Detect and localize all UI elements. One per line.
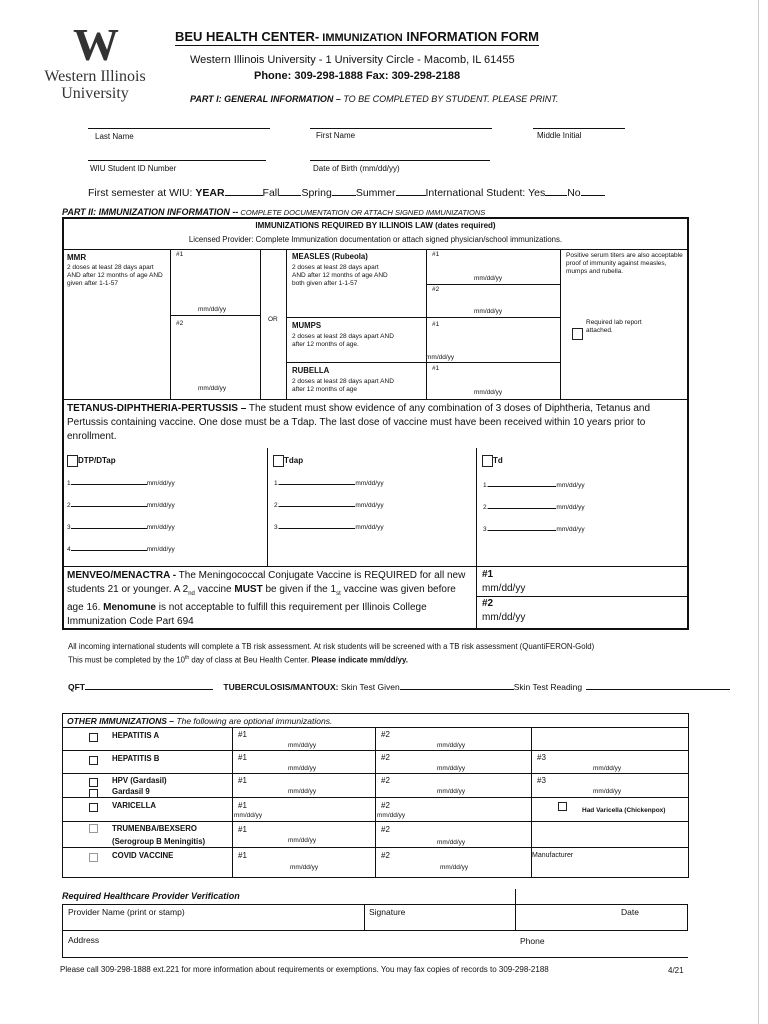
dtp-date: mm/dd/yy: [146, 546, 175, 553]
trumenba-dose1-date[interactable]: mm/dd/yy: [288, 837, 317, 844]
td-line[interactable]: [488, 508, 556, 509]
summer-label: Summer: [355, 187, 396, 199]
spring-field[interactable]: [332, 195, 356, 196]
dtp-num: 3: [67, 524, 71, 531]
page-right-edge: [758, 0, 759, 1024]
tdap-date: mm/dd/yy: [355, 480, 384, 487]
spring-label: Spring: [301, 187, 332, 199]
menveo-text: [67, 569, 472, 628]
optional-header-rest: The following are optional immunizations.: [174, 716, 333, 726]
mmr-date-divider: [426, 249, 427, 399]
mmr-dose2-date[interactable]: mm/dd/yy: [198, 385, 227, 392]
rubella-dose1-label: #1: [432, 365, 440, 372]
dtp-label: DTP/DTap: [78, 456, 116, 466]
mmr-dose1-date[interactable]: mm/dd/yy: [198, 306, 227, 313]
intl-yes-field[interactable]: [545, 195, 567, 196]
gardasil9-label: Gardasil 9: [112, 787, 150, 796]
varicella-checkbox[interactable]: [89, 803, 98, 812]
dtp-num: 4: [67, 546, 71, 553]
mmr-col-divider: [170, 249, 171, 399]
tdap-line[interactable]: [279, 484, 355, 485]
dtp-num: 1: [67, 480, 71, 487]
provider-address-label[interactable]: Address: [68, 935, 100, 945]
provider-name-label[interactable]: Provider Name (print or stamp): [68, 907, 185, 917]
tdap-line[interactable]: [279, 528, 355, 529]
tdap-label: Tdap: [284, 456, 304, 466]
mmr-desc: 2 doses at least 28 days apart AND after 12 months of age AND given after 1-1-57: [67, 264, 163, 287]
student-id-label: WIU Student ID Number: [90, 164, 177, 173]
menveo-l2c: be given if the 1: [262, 583, 337, 595]
trumenba-checkbox[interactable]: [89, 824, 98, 833]
menveo-mid-line: [476, 596, 689, 597]
part2-heading: [62, 207, 485, 217]
mumps-desc: 2 doses at least 28 days apart AND after 12 months of age.: [292, 333, 394, 348]
dtp-date: mm/dd/yy: [146, 480, 175, 487]
university-logo: [30, 19, 160, 106]
hepb-dose1-label: #1: [238, 753, 247, 762]
hepa-checkbox[interactable]: [89, 733, 98, 742]
skin-given-field[interactable]: [400, 689, 514, 690]
trumenba-label: TRUMENBA/BEXSERO: [112, 824, 197, 833]
hepb-dose2-date[interactable]: mm/dd/yy: [437, 765, 466, 772]
or-label: OR: [268, 316, 278, 323]
provider-top-tick: [515, 889, 516, 904]
td-num: 1.: [483, 482, 489, 489]
opt-col-line: [375, 727, 376, 878]
summer-field[interactable]: [396, 195, 426, 196]
title-part-c: INFORMATION FORM: [402, 29, 539, 44]
menveo-l4: Immunization Code Part 694: [67, 615, 194, 627]
varicella-label: VARICELLA: [112, 801, 157, 810]
skin-reading-label: Skin Test Reading: [513, 682, 583, 692]
hpv-checkbox[interactable]: [89, 778, 98, 787]
provider-bottom-line: [62, 957, 688, 958]
measles-dose2-date[interactable]: mm/dd/yy: [474, 308, 503, 315]
hpv-dose2-label: #2: [381, 776, 390, 785]
part1-bold: PART I: GENERAL INFORMATION –: [190, 94, 341, 104]
measles-desc: 2 doses at least 28 days apart AND after 12 months of age AND both given after 1-1-57: [292, 264, 388, 287]
first-semester-row: [88, 187, 605, 199]
fall-field[interactable]: [279, 195, 301, 196]
hepb-checkbox[interactable]: [89, 756, 98, 765]
part2-rest: COMPLETE DOCUMENTATION OR ATTACH SIGNED IMMUNIZATIONS: [238, 208, 486, 217]
menveo-l2b: vaccine: [194, 583, 235, 595]
hpv-dose2-date[interactable]: mm/dd/yy: [437, 788, 466, 795]
tdap-row-1[interactable]: [274, 480, 384, 488]
logo-name-line1: Western Illinois: [44, 68, 146, 85]
covid-dose1-date[interactable]: mm/dd/yy: [290, 864, 319, 871]
hepa-dose2-date[interactable]: mm/dd/yy: [437, 742, 466, 749]
hepa-dose1-label: #1: [238, 730, 247, 739]
measles-dose1-date[interactable]: mm/dd/yy: [474, 275, 503, 282]
trumenba-dose2-label: #2: [381, 825, 390, 834]
td-checkbox[interactable]: [482, 455, 493, 467]
tb-line2-bold: Please indicate mm/dd/yy.: [311, 655, 408, 665]
covid-checkbox[interactable]: [89, 853, 98, 862]
menveo-dose1-date[interactable]: mm/dd/yy: [482, 583, 526, 594]
intl-no-field[interactable]: [581, 195, 605, 196]
hepb-dose2-label: #2: [381, 753, 390, 762]
trumenba-dose2-date[interactable]: mm/dd/yy: [437, 839, 466, 846]
phone-fax: Phone: 309-298-1888 Fax: 309-298-2188: [254, 70, 461, 82]
tdp-rest: The student must show evidence of any combination of 3 doses of Diphtheria, Tetanus and Pertussis containing vaccine. One dose must be a Tdap. The last dose of vaccine must have been received within 10 years prior to enrollment.: [67, 403, 651, 442]
menveo-bold: MENVEO/MENACTRA -: [67, 570, 177, 581]
mmr-mid-line: [170, 315, 260, 316]
year-label: YEAR: [195, 187, 225, 199]
fall-label: Fall: [262, 187, 280, 199]
mmr-bottom-line: [62, 399, 689, 400]
tb-line1: All incoming international students will complete a TB risk assessment. At risk students will be screened with a TB risk assessment (QuantiFERON-Gold): [68, 642, 595, 651]
part2-bold: PART II: IMMUNIZATION INFORMATION --: [62, 207, 239, 217]
dtp-num: 2: [67, 502, 71, 509]
dtp-date: mm/dd/yy: [146, 502, 175, 509]
td-line[interactable]: [488, 530, 556, 531]
provider-left-edge: [62, 931, 63, 957]
part1-heading: [190, 94, 558, 104]
tb-line2a: This must be completed by the 10: [68, 655, 186, 665]
hpv-label: HPV (Gardasil): [112, 776, 167, 785]
dob-line[interactable]: [310, 160, 490, 161]
hpv-dose1-label: #1: [238, 776, 247, 785]
menveo-must: MUST: [234, 583, 263, 595]
optional-header-bold: OTHER IMMUNIZATIONS –: [67, 716, 175, 726]
dtp-line[interactable]: [71, 528, 147, 529]
provider-phone-label[interactable]: Phone: [520, 936, 545, 946]
first-sem-label: First semester at WIU:: [88, 187, 193, 199]
dtp-row-3[interactable]: [67, 524, 175, 532]
dtp-date: mm/dd/yy: [146, 524, 175, 531]
provider-col-1: [364, 904, 365, 931]
td-num: 3.: [483, 526, 489, 533]
tb-line2b: day of class at Beu Health Center.: [189, 655, 312, 665]
hpv-dose3-date[interactable]: mm/dd/yy: [593, 788, 622, 795]
menveo-l3a: age 16.: [67, 602, 104, 613]
mmr-title: MMR: [67, 253, 87, 262]
menveo-menomune: Menomune: [103, 602, 156, 613]
tb-sup: th: [185, 655, 190, 661]
varicella-dose2-label: #2: [381, 801, 390, 810]
dtp-line[interactable]: [71, 550, 147, 551]
trumenba-dose1-label: #1: [238, 825, 247, 834]
title-part-a: BEU HEALTH CENTER-: [175, 29, 320, 44]
form-title: [175, 29, 539, 46]
mumps-title: MUMPS: [292, 321, 322, 330]
student-id-line[interactable]: [88, 160, 266, 161]
or-right-divider: [286, 249, 287, 399]
dtp-row-4[interactable]: [67, 546, 175, 554]
measles-dose1-label: #1: [432, 251, 440, 258]
tdap-num: 1.: [274, 480, 280, 487]
gardasil9-checkbox[interactable]: [89, 789, 98, 798]
dob-label: Date of Birth (mm/dd/yy): [313, 164, 400, 173]
dtp-line[interactable]: [71, 484, 147, 485]
tb-line2: [68, 655, 408, 665]
optional-header: [67, 716, 332, 726]
hpv-dose3-label: #3: [537, 776, 546, 785]
qft-label: QFT: [68, 682, 85, 692]
tdap-row-2[interactable]: [274, 502, 384, 510]
hpv-dose1-date[interactable]: mm/dd/yy: [288, 788, 317, 795]
revision-date: 4/21: [668, 966, 684, 975]
titer-divider: [560, 249, 561, 399]
last-name-line[interactable]: [88, 128, 270, 129]
measles-title: MEASLES (Rubeola): [292, 252, 368, 261]
varicella-dose2-date[interactable]: mm/dd/yy: [377, 812, 406, 819]
covid-dose1-label: #1: [238, 851, 247, 860]
td-row-1[interactable]: [483, 482, 585, 490]
dtp-line[interactable]: [71, 506, 147, 507]
mumps-dose1-date[interactable]: mm/dd/yy: [426, 354, 455, 361]
td-date: mm/dd/yy: [556, 526, 585, 533]
provider-signature-label[interactable]: Signature: [369, 907, 406, 917]
td-num: 2.: [483, 504, 489, 511]
provider-heading: Required Healthcare Provider Verification: [62, 891, 240, 901]
had-varicella-label: Had Varicella (Chickenpox): [582, 807, 666, 814]
licensed-provider-note: Licensed Provider: Complete Immunization documentation or attach signed physician/school immunizations.: [188, 235, 563, 244]
year-field[interactable]: [225, 195, 263, 196]
td-row-2[interactable]: [483, 504, 585, 512]
hepb-dose3-date[interactable]: mm/dd/yy: [593, 765, 622, 772]
hepa-dose2-label: #2: [381, 730, 390, 739]
skin-given-label: Skin Test Given: [338, 682, 400, 692]
no-label: No: [567, 187, 581, 199]
qft-field[interactable]: [85, 689, 213, 690]
td-date: mm/dd/yy: [556, 504, 585, 511]
menveo-l3b: is not acceptable to fulfill this requirement per Illinois College: [155, 602, 427, 613]
menveo-dose2-date[interactable]: mm/dd/yy: [482, 612, 526, 623]
intl-label: International Student: Yes: [425, 187, 546, 199]
tdp-col1-divider: [267, 448, 268, 566]
menveo-dose2-label: #2: [482, 598, 494, 609]
tdap-checkbox[interactable]: [273, 455, 284, 467]
last-name-label: Last Name: [95, 132, 134, 141]
covid-manufacturer-label: Manufacturer: [532, 852, 574, 859]
varicella-dose1-date[interactable]: mm/dd/yy: [234, 812, 263, 819]
menveo-divider: [476, 566, 477, 630]
menveo-l2d: vaccine was given before: [340, 583, 456, 595]
hepb-dose1-date[interactable]: mm/dd/yy: [288, 765, 317, 772]
tdp-bottom-line: [62, 566, 689, 567]
tdp-col2-divider: [476, 448, 477, 566]
title-part-b: IMMUNIZATION: [319, 32, 403, 44]
opt-col-line: [232, 727, 233, 878]
logo-name-line2: University: [61, 85, 129, 102]
rubella-title: RUBELLA: [292, 366, 330, 375]
provider-col-2: [515, 904, 516, 931]
menveo-sub-nd: nd: [188, 590, 195, 597]
hepa-label: HEPATITIS A: [112, 731, 160, 740]
td-line[interactable]: [488, 486, 556, 487]
lab-report-label: Required lab report attached.: [586, 319, 642, 334]
tdp-bold: TETANUS-DIPHTHERIA-PERTUSSIS –: [67, 403, 247, 414]
varicella-dose1-label: #1: [238, 801, 247, 810]
tdap-date: mm/dd/yy: [355, 524, 384, 531]
mumps-dose1-label: #1: [432, 321, 440, 328]
td-option[interactable]: [482, 455, 503, 467]
covid-label: COVID VACCINE: [112, 851, 174, 860]
td-date: mm/dd/yy: [556, 482, 585, 489]
menveo-sub-st: st: [336, 590, 341, 597]
law-divider: [62, 249, 689, 250]
mmr-dose2-label: #2: [176, 320, 184, 327]
tdap-date: mm/dd/yy: [355, 502, 384, 509]
mumps-rubella-line: [286, 362, 560, 363]
measles-mumps-line: [286, 317, 560, 318]
law-heading: IMMUNIZATIONS REQUIRED BY ILLINOIS LAW (dates required): [255, 221, 496, 230]
dtp-checkbox[interactable]: [67, 455, 78, 467]
covid-dose2-date[interactable]: mm/dd/yy: [440, 864, 469, 871]
td-row-3[interactable]: [483, 526, 585, 534]
hepb-label: HEPATITIS B: [112, 754, 160, 763]
address: Western Illinois University - 1 University Circle - Macomb, IL 61455: [190, 54, 515, 66]
rubella-dose1-date[interactable]: mm/dd/yy: [474, 389, 503, 396]
tdap-option[interactable]: [273, 455, 303, 467]
tdap-line[interactable]: [279, 506, 355, 507]
dtp-row-2[interactable]: [67, 502, 175, 510]
tdp-heading: [67, 402, 685, 444]
lab-report-checkbox[interactable]: [572, 328, 583, 340]
had-varicella-checkbox[interactable]: [558, 802, 567, 811]
dtp-option[interactable]: [67, 455, 116, 467]
tdap-num: 2.: [274, 502, 280, 509]
mantoux-label: TUBERCULOSIS/MANTOUX:: [223, 682, 339, 692]
provider-date-label[interactable]: Date: [621, 907, 639, 917]
tdap-num: 3.: [274, 524, 280, 531]
td-label: Td: [493, 456, 503, 466]
measles-dose2-label: #2: [432, 286, 440, 293]
hepb-dose3-label: #3: [537, 753, 546, 762]
tdap-row-3[interactable]: [274, 524, 384, 532]
part1-rest: TO BE COMPLETED BY STUDENT. PLEASE PRINT.: [340, 94, 559, 104]
menveo-l1: The Meningococcal Conjugate Vaccine is REQUIRED for all new: [176, 570, 466, 581]
rubella-desc: 2 doses at least 28 days apart AND after 12 months of age: [292, 378, 394, 393]
menveo-l2a: students 21 or younger. A 2: [67, 583, 189, 595]
covid-dose2-label: #2: [381, 851, 390, 860]
footer-note: Please call 309-298-1888 ext.221 for more information about requirements or exemptions. You may fax copies of records to 309-298-2188: [60, 965, 549, 974]
middle-initial-label: Middle Initial: [537, 131, 582, 140]
seroB-label: (Serogroup B Meningitis): [112, 837, 206, 846]
dtp-row-1[interactable]: [67, 480, 175, 488]
logo-letter: W: [73, 19, 117, 70]
first-name-line[interactable]: [310, 128, 492, 129]
first-name-label: First Name: [316, 131, 356, 140]
measles-mid-line: [426, 284, 560, 285]
skin-reading-field[interactable]: [586, 689, 730, 690]
hepa-dose1-date[interactable]: mm/dd/yy: [288, 742, 317, 749]
mmr-dose1-label: #1: [176, 251, 184, 258]
menveo-dose1-label: #1: [482, 569, 494, 580]
middle-initial-line[interactable]: [533, 128, 625, 129]
titers-note: Positive serum titers are also acceptable proof of immunity against measles, mumps and rubella.: [566, 252, 683, 275]
tb-fields-row: [68, 682, 730, 692]
or-left-divider: [260, 249, 261, 399]
